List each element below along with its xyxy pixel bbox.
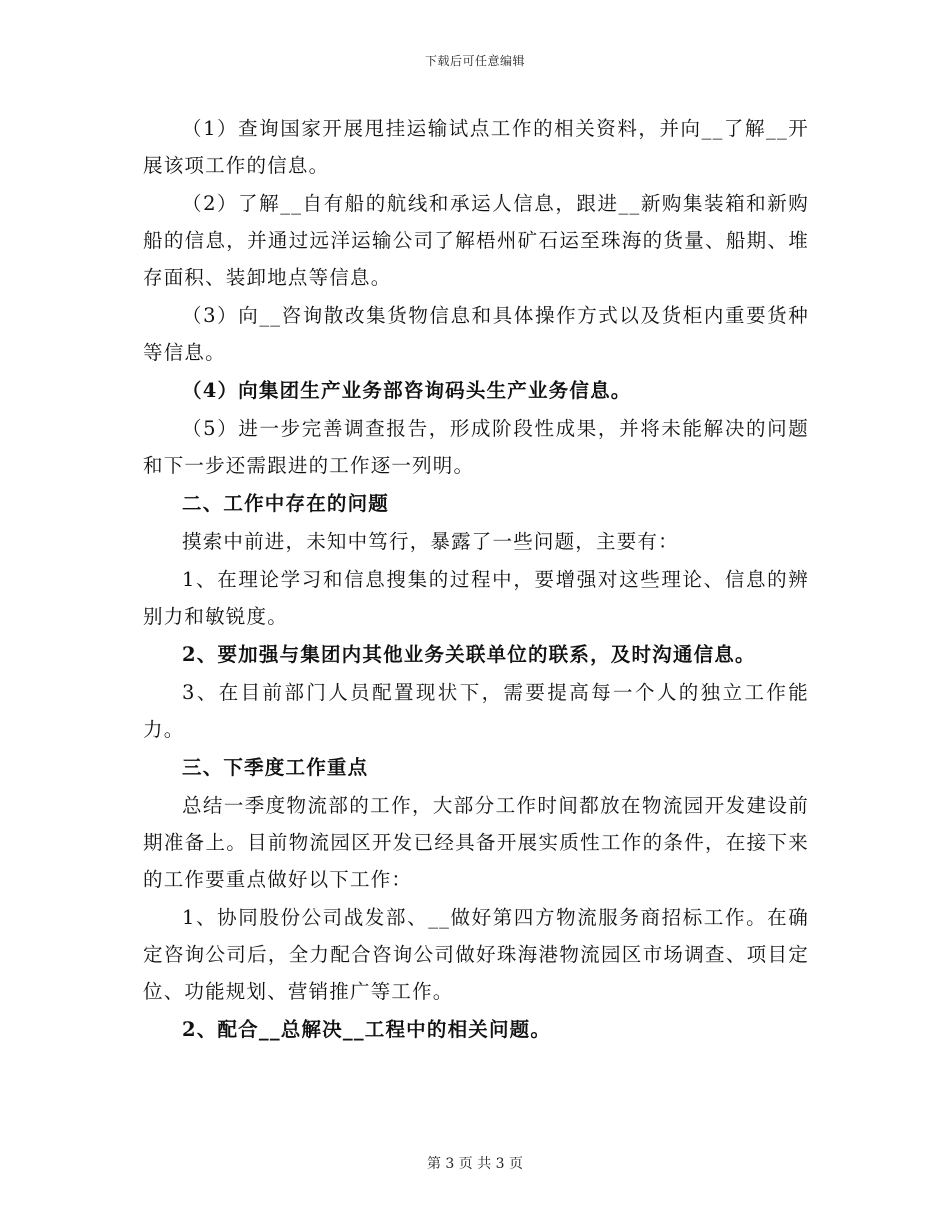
paragraph-1: （1）查询国家开展甩挂运输试点工作的相关资料，并向__了解__开展该项工作的信息。	[143, 117, 809, 177]
paragraph-11: 1、协同股份公司战发部、__做好第四方物流服务商招标工作。在确定咨询公司后，全力配合咨询公司做好珠海港物流园区市场调查、项目定位、功能规划、营销推广等工作。	[143, 906, 809, 1003]
paragraph-10: 总结一季度物流部的工作，大部分工作时间都放在物流园开发建设前期准备上。目前物流园区开发已经具备开展实质性工作的条件，在接下来的工作要重点做好以下工作：	[143, 794, 809, 891]
page-header: 下载后可任意编辑	[424, 54, 525, 68]
paragraph-7: 1、在理论学习和信息搜集的过程中，要增强对这些理论、信息的辨别力和敏锐度。	[143, 568, 809, 628]
paragraph-2: （2）了解__自有船的航线和承运人信息，跟进__新购集装箱和新购船的信息，并通过远洋运输公司了解梧州矿石运至珠海的货量、船期、堆存面积、装卸地点等信息。	[143, 192, 809, 289]
section-heading-3: 三、下季度工作重点	[182, 756, 369, 779]
paragraph-9: 3、在目前部门人员配置现状下，需要提高每一个人的独立工作能力。	[143, 681, 809, 741]
paragraph-8: 2、要加强与集团内其他业务关联单位的联系，及时沟通信息。	[182, 643, 756, 666]
paragraph-3: （3）向__咨询散改集货物信息和具体操作方式以及货柜内重要货种等信息。	[143, 304, 809, 364]
paragraph-4: （4）向集团生产业务部咨询码头生产业务信息。	[182, 379, 632, 402]
section-heading-2: 二、工作中存在的问题	[182, 492, 390, 515]
document-body	[143, 110, 809, 1049]
paragraph-12: 2、配合__总解决__工程中的相关问题。	[182, 1018, 552, 1041]
paragraph-5: （5）进一步完善调查报告，形成阶段性成果，并将未能解决的问题和下一步还需跟进的工作逐一列明。	[143, 417, 809, 477]
paragraph-6: 摸索中前进，未知中笃行，暴露了一些问题，主要有：	[182, 530, 679, 553]
page-number-footer: 第 3 页 共 3 页	[426, 1156, 524, 1172]
